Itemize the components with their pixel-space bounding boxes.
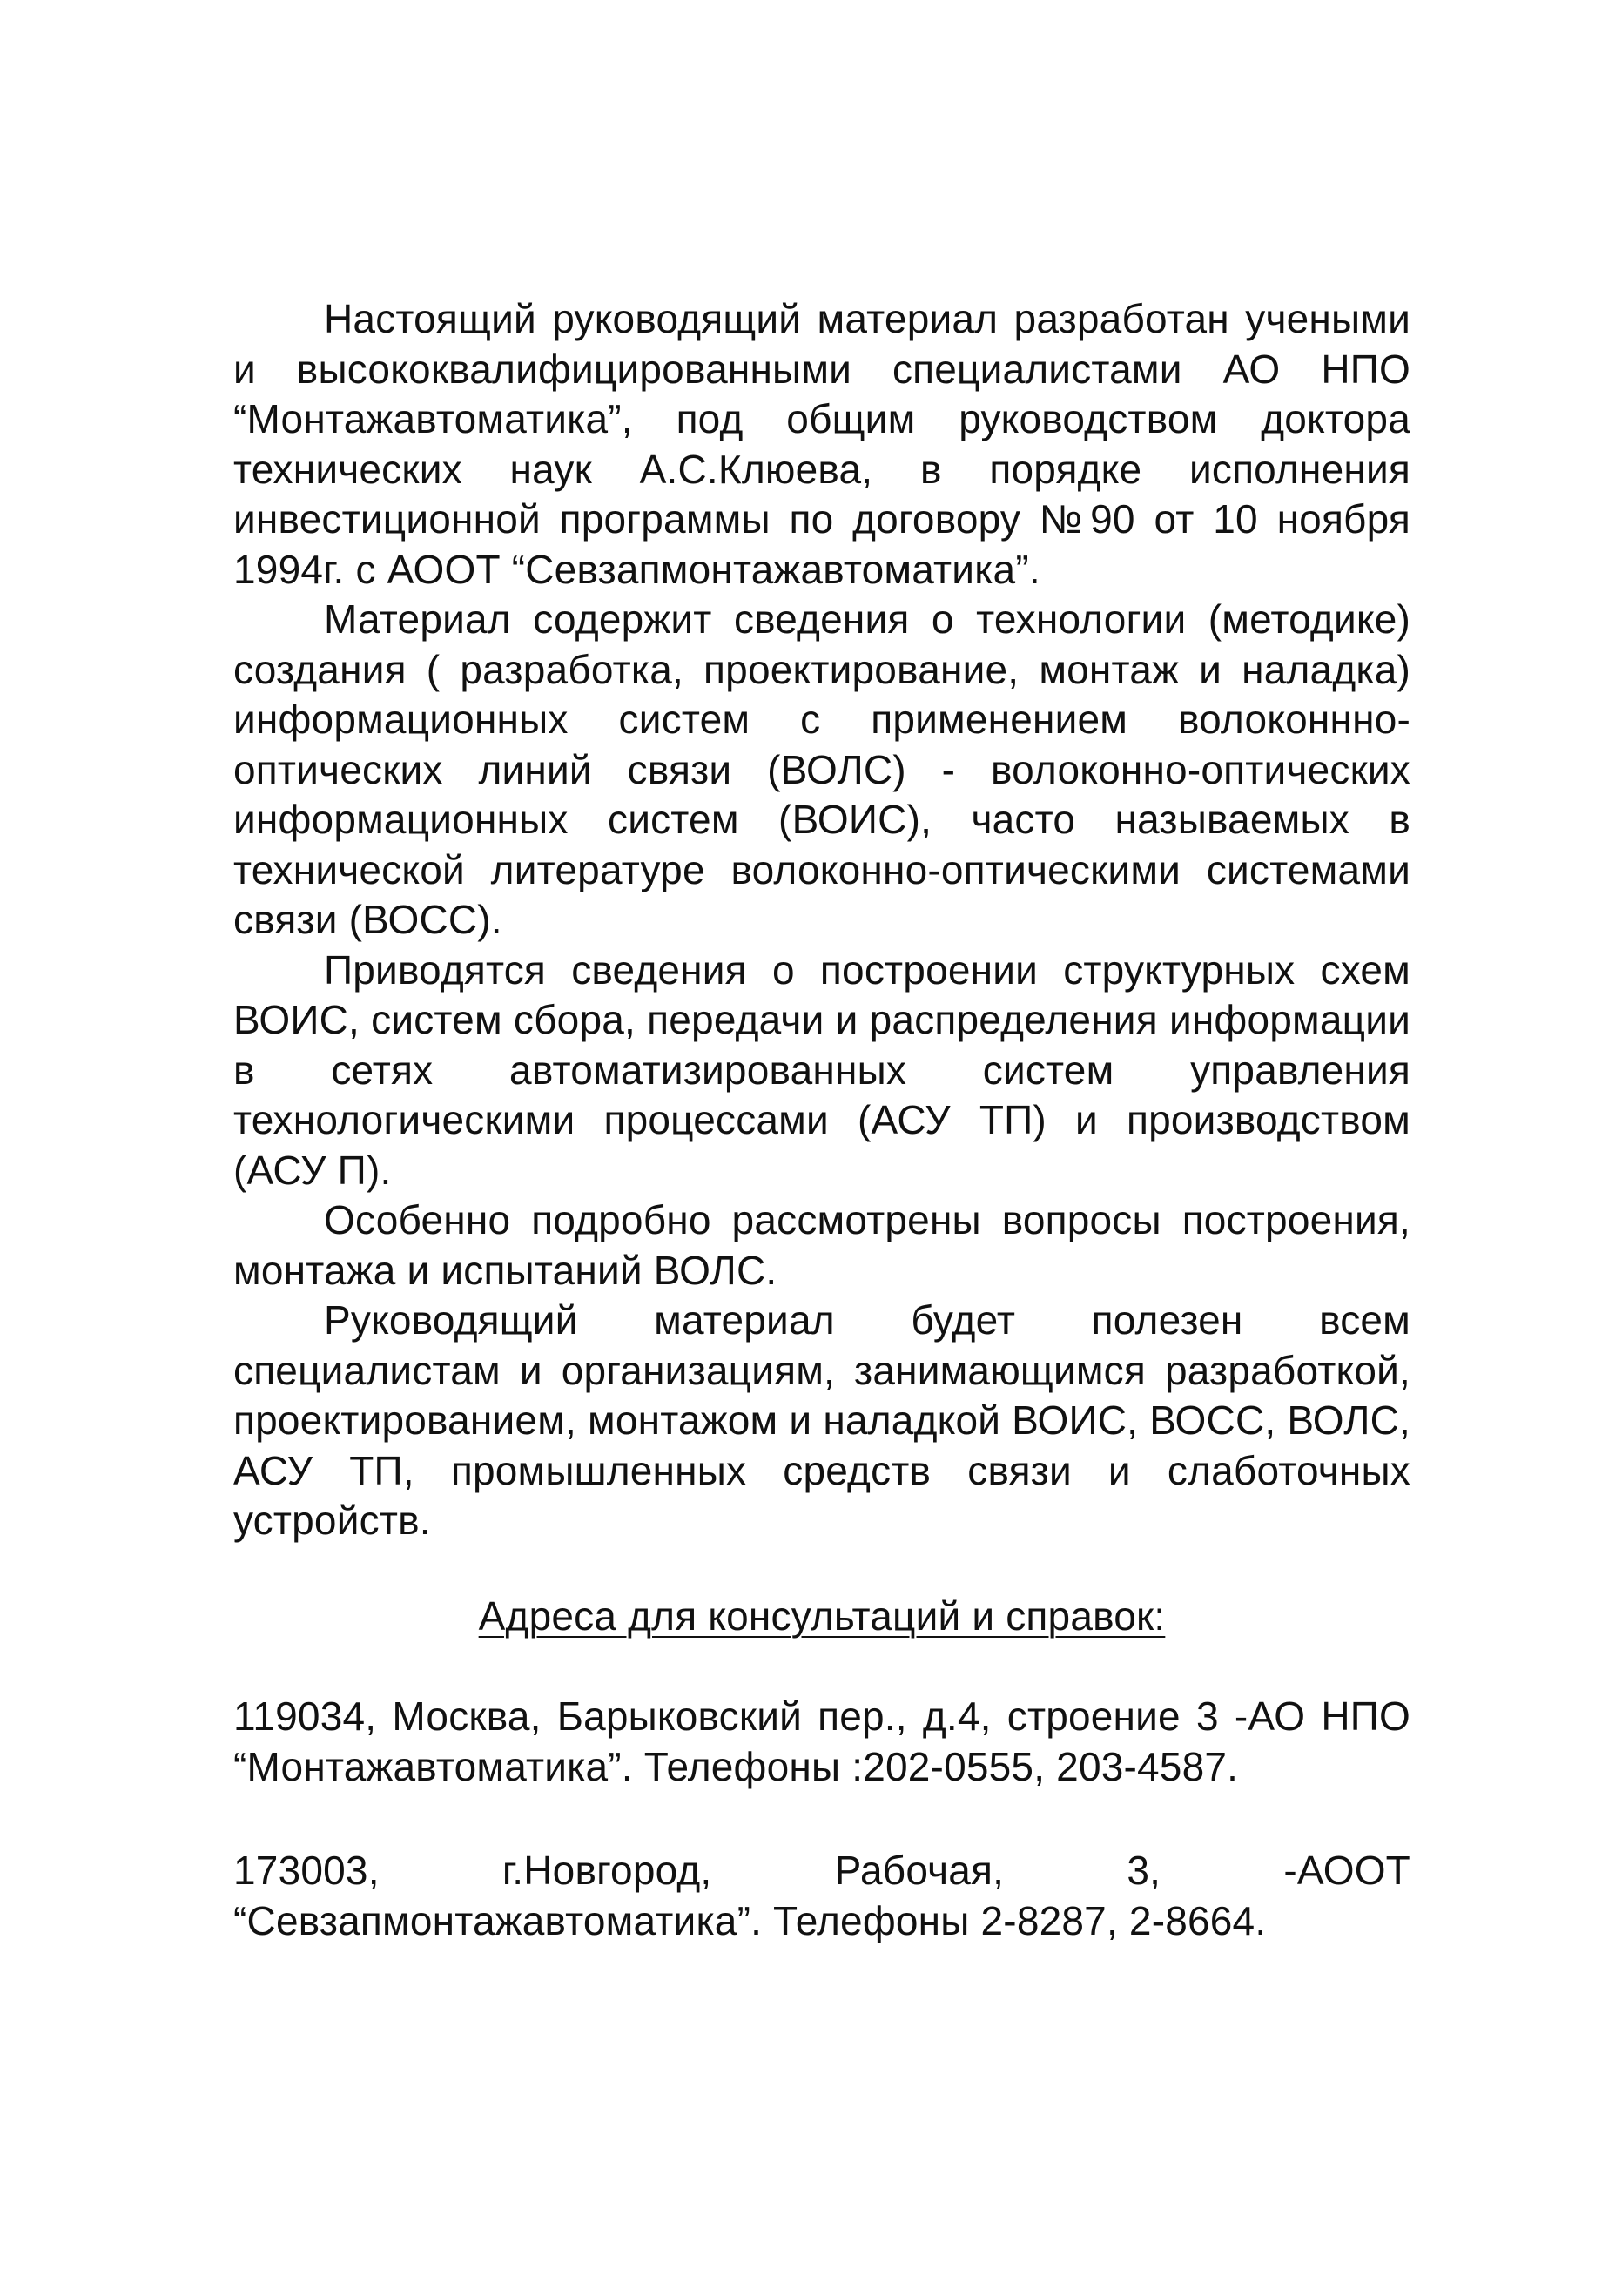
document-body [233,294,1410,1946]
structure-paragraph: Приводятся сведения о построении структурных схем ВОИС, систем сбора, передачи и распределения информации в сетях автоматизированных систем управления технологическими процессами (АСУ ТП) и производством (АСУ П). [233,946,1410,1193]
novgorod-address: 173003, г.Новгород, Рабочая, 3, -АООТ “Севзапмонтажавтоматика”. Телефоны 2-8287, 2-8664. [233,1848,1410,1943]
intro-paragraph: Настоящий руководящий материал разработан учеными и высококвалифицированными специалистами АО НПО “Монтажавтоматика”, под общим руководством доктора технических наук А.С.Клюева, в порядке исполнения инвестиционной программы по договору №90 от 10 ноября 1994г. с АООТ “Севзапмонтажавтоматика”. [233,296,1410,592]
contents-paragraph: Материал содержит сведения о технологии (методике) создания ( разработка, проектирование, монтаж и наладка) информационных систем с применением волоконнно-оптических линий связи (ВОЛС) - волоконно-оптических информационных систем (ВОИС), часто называемых в технической литературе волоконно-оптическими системами связи (ВОСС). [233,596,1410,942]
vols-paragraph: Особенно подробно рассмотрены вопросы построения, монтажа и испытаний ВОЛС. [233,1197,1410,1293]
moscow-address: 119034, Москва, Барыковский пер., д.4, строение 3 -АО НПО “Монтажавтоматика”. Телефоны :202-0555, 203-4587. [233,1693,1410,1789]
audience-paragraph: Руководящий материал будет полезен всем специалистам и организациям, занимающимся разработкой, проектированием, монтажом и наладкой ВОИС, ВОСС, ВОЛС, АСУ ТП, промышленных средств связи и слаботочных устройств. [233,1297,1410,1543]
contacts-heading: Адреса для консультаций и справок: [478,1592,1166,1639]
